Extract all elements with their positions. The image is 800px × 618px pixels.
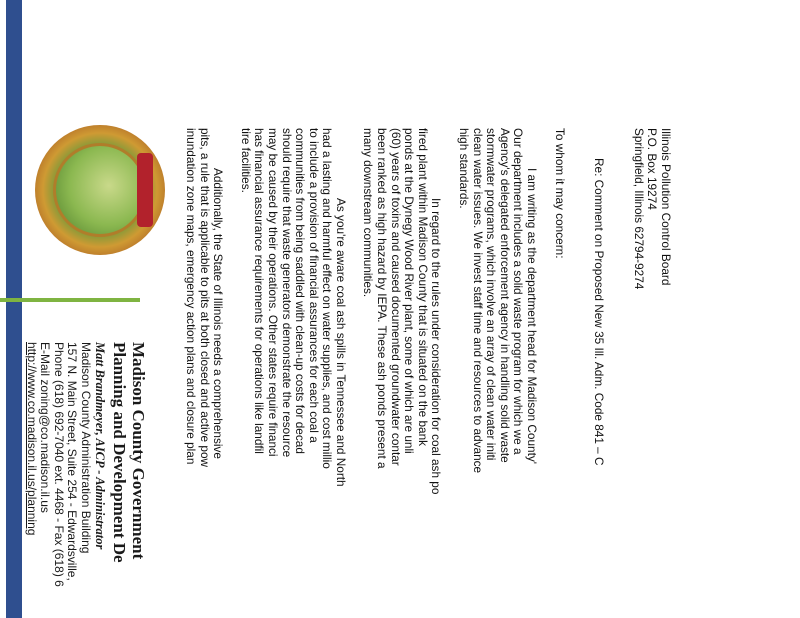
county-seal-logo bbox=[35, 125, 165, 255]
text-line: Agency's delegated enforcement agency in handling solid waste bbox=[497, 128, 512, 463]
text-line: been ranked as high hazard by IEPA. These ash ponds present a bbox=[375, 128, 390, 469]
recipient-address bbox=[631, 128, 672, 588]
paragraph-4 bbox=[183, 128, 224, 588]
text-line: inundation zone maps, emergency action plans and closure plan bbox=[183, 128, 198, 465]
text-line: Additionally, the State of Illinois needs a comprehensive bbox=[211, 168, 226, 459]
text-line: many downstream communities. bbox=[361, 128, 376, 298]
text-line: high standards. bbox=[457, 128, 472, 209]
paragraph-1 bbox=[456, 128, 538, 588]
phone-fax: Phone (618) 692-7040 ext. 4468 - Fax (618) 6 bbox=[52, 342, 66, 587]
text-line: Our department includes a solid waste program for which we a bbox=[511, 128, 526, 455]
letterhead-title-line1: Madison County Government bbox=[129, 342, 148, 560]
text-line: has financial assurance requirements for operations like landfil bbox=[252, 128, 267, 454]
salutation: To whom it may concern: bbox=[552, 128, 567, 259]
subject-line: Re: Comment on Proposed New 35 Ill. Adm. Code 841 – C bbox=[592, 158, 607, 466]
text-line: ponds at the Dynegy Wood River plant, some of which are unli bbox=[402, 128, 417, 454]
text-line: clean water issues. We invest staff time and resources to advance bbox=[470, 128, 485, 474]
administrator-name: Matt Brandmeyer, AICP - Administrator bbox=[93, 342, 107, 550]
text-line: should require that waste generators demonstrate the resource bbox=[279, 128, 294, 458]
text-line: stormwater programs, which involve an array of clean water initi bbox=[484, 128, 499, 461]
email-address: E-Mail zoning@co.madison.il.us bbox=[38, 342, 53, 513]
text-line: pits, a rule that is applicable to pits at both closed and active pow bbox=[197, 128, 212, 468]
text-line: I am writing as the department head for Madison County' bbox=[525, 168, 540, 465]
text-line: fired plant within Madison County that is situated on the bank bbox=[415, 128, 430, 447]
letterhead bbox=[25, 342, 149, 612]
text-line: may be caused by their operations. Other states require financi bbox=[265, 128, 280, 457]
website-link[interactable]: http://www.co.madison.il.us/planning bbox=[25, 342, 39, 536]
building-name: Madison County Administration Building bbox=[79, 342, 93, 554]
letter-body bbox=[183, 128, 800, 588]
paragraph-3 bbox=[238, 128, 347, 588]
address-line: Illinois Pollution Control Board bbox=[659, 128, 673, 286]
paragraph-2 bbox=[361, 128, 443, 588]
header-divider-line bbox=[0, 298, 140, 302]
text-line: tire facilities. bbox=[238, 128, 253, 193]
letterhead-title-line2: Planning and Development De bbox=[110, 342, 129, 563]
text-line: As you're aware coal ash spills in Tennessee and North bbox=[333, 198, 348, 487]
text-line: had a lasting and harmful effect on water supplies, and cost millio bbox=[320, 128, 335, 469]
street-address: 157 N. Main Street, Suite 254 - Edwardsville, bbox=[65, 342, 80, 581]
seal-emblem bbox=[53, 143, 147, 237]
text-line: communities from being saddled with clean-up costs for decad bbox=[293, 128, 308, 454]
address-line: Springfield, Illinois 62794-9274 bbox=[631, 128, 646, 290]
text-line: to include a provision of financial assurances for each coal a bbox=[306, 128, 321, 443]
seal-ribbon bbox=[137, 153, 153, 227]
text-line: In regard to the rules under consideration for coal ash po bbox=[429, 198, 444, 495]
text-line: (60) years of toxins and caused documented groundwater contar bbox=[388, 128, 403, 466]
address-line: P.O. Box 19274 bbox=[645, 128, 660, 210]
